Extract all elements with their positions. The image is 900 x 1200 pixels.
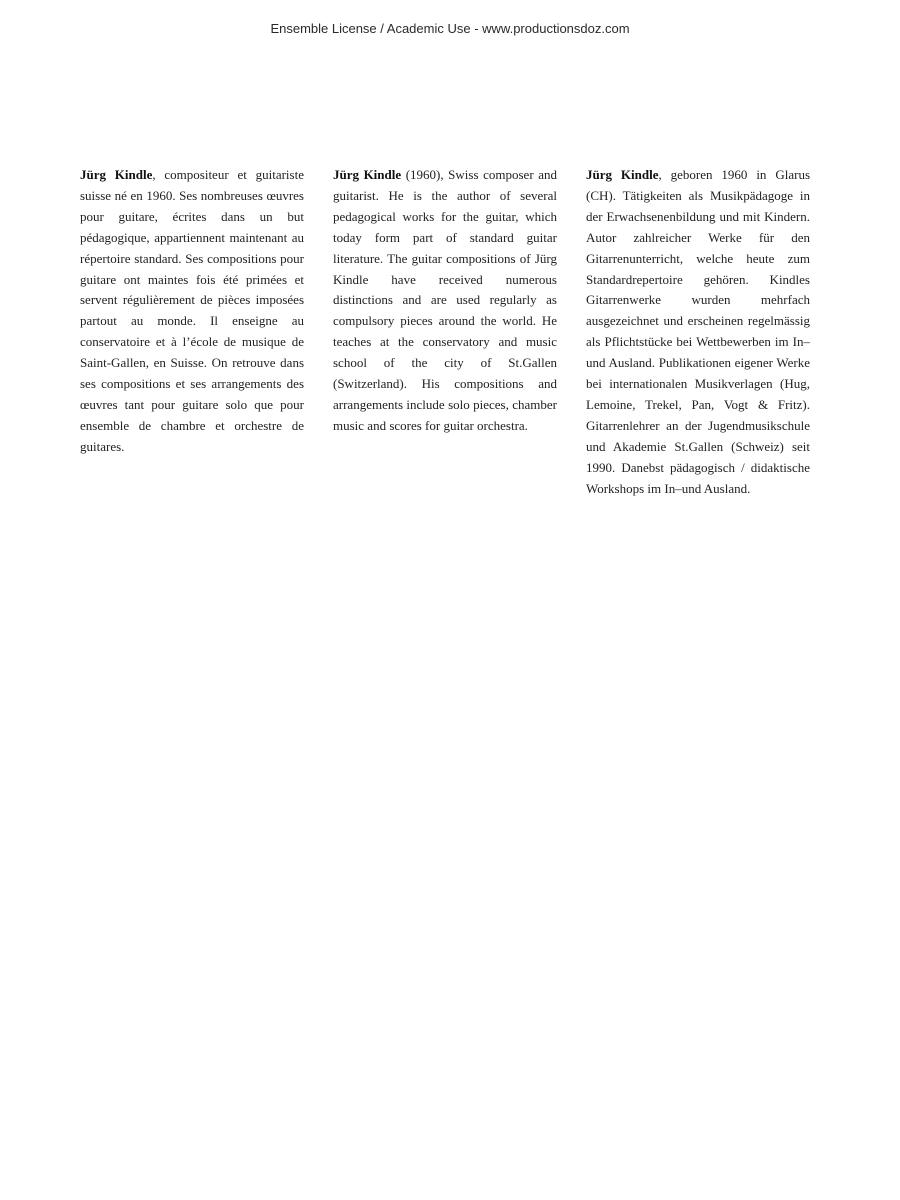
composer-name: Jürg Kindle — [586, 167, 659, 182]
biography-text: , geboren 1960 in Glarus (CH). Tätigkeiten als Musikpädagoge in der Erwachsenenbildung und mit Kindern. Autor zahlreicher Werke für den Gitarrenunterricht, welche heute zum Standardrepertoire gehören. Kindles Gitarrenwerke wurden mehrfach ausgezeichnet und erscheinen regelmässig als Pflichtstücke bei Wettbewerben im In–und Ausland. Publikationen eigener Werke bei internationalen Musikverlagen (Hug, Lemoine, Trekel, Pan, Vogt & Fritz). Gitarrenlehrer an der Jugendmusikschule und Akademie St.Gallen (Schweiz) seit 1990. Danebst pädagogisch / didaktische Workshops im In–und Ausland. — [586, 167, 810, 496]
composer-name: Jürg Kindle — [333, 167, 402, 182]
license-header: Ensemble License / Academic Use - www.productionsdoz.com — [270, 21, 630, 36]
biography-text: (1960), Swiss composer and guitarist. He is the author of several pedagogical works for the guitar, which today form part of standard guitar literature. The guitar compositions of Jürg Kindle have received numerous distinctions and are used regularly as compulsory pieces around the world. He teaches at the conservatory and music school of the city of St.Gallen (Switzerland). His compositions and arrangements include solo pieces, chamber music and scores for guitar orchestra. — [333, 167, 557, 433]
biography-english — [333, 165, 557, 437]
composer-name: Jürg Kindle — [80, 167, 153, 182]
biography-text: , compositeur et guitariste suisse né en 1960. Ses nombreuses œuvres pour guitare, écrites dans un but pédagogique, appartiennent maintenant au répertoire standard. Ses compositions pour guitare ont maintes fois été primées et servent régulièrement de pièces imposées partout au monde. Il enseigne au conservatoire et à l’école de musique de Saint-Gallen, en Suisse. On retrouve dans ses compositions et ses arrangements des œuvres tant pour guitare solo que pour ensemble de chambre et orchestre de guitares. — [80, 167, 304, 454]
biography-german — [586, 165, 810, 500]
biography-french — [80, 165, 304, 458]
